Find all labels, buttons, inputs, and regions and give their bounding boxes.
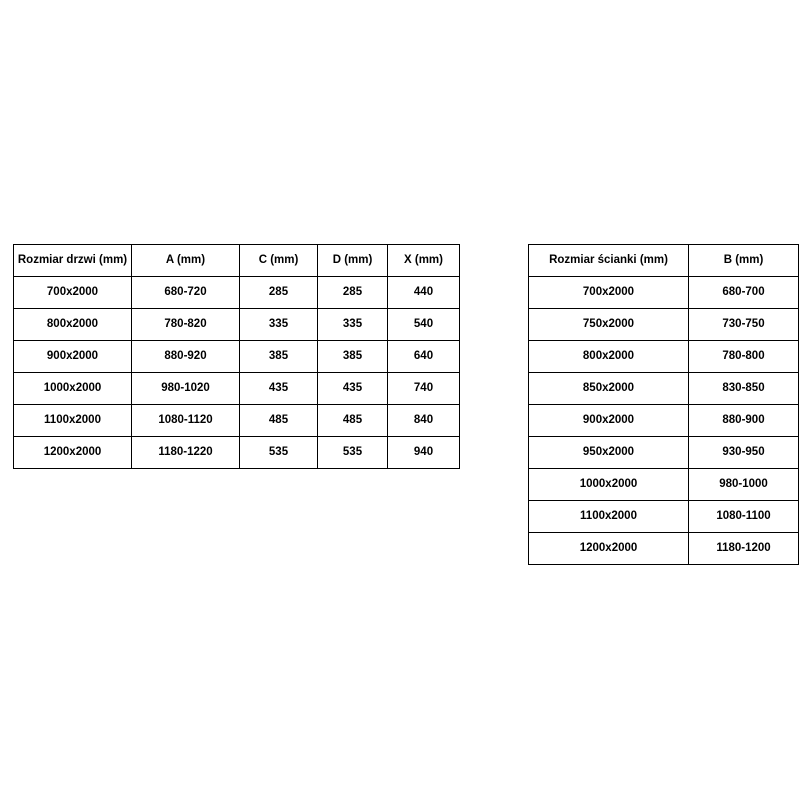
cell-x: 440 xyxy=(388,277,460,309)
cell-a: 780-820 xyxy=(132,309,240,341)
cell-d: 435 xyxy=(318,373,388,405)
cell-c: 535 xyxy=(240,437,318,469)
cell-door-size: 700x2000 xyxy=(14,277,132,309)
column-header-wall-size: Rozmiar ścianki (mm) xyxy=(529,245,689,277)
cell-wall-size: 800x2000 xyxy=(529,341,689,373)
cell-b: 1080-1100 xyxy=(689,501,799,533)
table-row xyxy=(529,277,799,309)
cell-wall-size: 1100x2000 xyxy=(529,501,689,533)
column-header-a: A (mm) xyxy=(132,245,240,277)
cell-wall-size: 1200x2000 xyxy=(529,533,689,565)
cell-b: 830-850 xyxy=(689,373,799,405)
cell-x: 740 xyxy=(388,373,460,405)
table-row xyxy=(14,341,460,373)
cell-d: 335 xyxy=(318,309,388,341)
cell-door-size: 1200x2000 xyxy=(14,437,132,469)
cell-b: 1180-1200 xyxy=(689,533,799,565)
table-row xyxy=(14,277,460,309)
cell-c: 485 xyxy=(240,405,318,437)
cell-x: 540 xyxy=(388,309,460,341)
cell-door-size: 900x2000 xyxy=(14,341,132,373)
column-header-x: X (mm) xyxy=(388,245,460,277)
column-header-b: B (mm) xyxy=(689,245,799,277)
cell-wall-size: 750x2000 xyxy=(529,309,689,341)
cell-a: 1080-1120 xyxy=(132,405,240,437)
cell-b: 780-800 xyxy=(689,341,799,373)
cell-d: 485 xyxy=(318,405,388,437)
table-header-row xyxy=(529,245,799,277)
cell-c: 435 xyxy=(240,373,318,405)
cell-wall-size: 850x2000 xyxy=(529,373,689,405)
table-row xyxy=(14,373,460,405)
table-row xyxy=(14,309,460,341)
cell-d: 285 xyxy=(318,277,388,309)
table-row xyxy=(529,501,799,533)
cell-x: 840 xyxy=(388,405,460,437)
column-header-door-size: Rozmiar drzwi (mm) xyxy=(14,245,132,277)
cell-door-size: 1000x2000 xyxy=(14,373,132,405)
cell-c: 385 xyxy=(240,341,318,373)
table-row xyxy=(529,437,799,469)
column-header-c: C (mm) xyxy=(240,245,318,277)
cell-door-size: 800x2000 xyxy=(14,309,132,341)
table-row xyxy=(14,437,460,469)
cell-c: 335 xyxy=(240,309,318,341)
table-row xyxy=(529,341,799,373)
cell-c: 285 xyxy=(240,277,318,309)
cell-a: 980-1020 xyxy=(132,373,240,405)
door-size-table xyxy=(13,244,460,469)
table-row xyxy=(529,309,799,341)
cell-a: 680-720 xyxy=(132,277,240,309)
cell-b: 680-700 xyxy=(689,277,799,309)
cell-a: 880-920 xyxy=(132,341,240,373)
wall-size-table xyxy=(528,244,799,565)
cell-b: 930-950 xyxy=(689,437,799,469)
cell-door-size: 1100x2000 xyxy=(14,405,132,437)
cell-wall-size: 1000x2000 xyxy=(529,469,689,501)
cell-d: 535 xyxy=(318,437,388,469)
table-row xyxy=(529,373,799,405)
cell-x: 640 xyxy=(388,341,460,373)
cell-wall-size: 900x2000 xyxy=(529,405,689,437)
cell-b: 880-900 xyxy=(689,405,799,437)
column-header-d: D (mm) xyxy=(318,245,388,277)
table-row xyxy=(529,405,799,437)
cell-wall-size: 950x2000 xyxy=(529,437,689,469)
table-row xyxy=(529,469,799,501)
cell-b: 730-750 xyxy=(689,309,799,341)
table-header-row xyxy=(14,245,460,277)
cell-b: 980-1000 xyxy=(689,469,799,501)
cell-wall-size: 700x2000 xyxy=(529,277,689,309)
cell-d: 385 xyxy=(318,341,388,373)
cell-a: 1180-1220 xyxy=(132,437,240,469)
table-row xyxy=(14,405,460,437)
table-row xyxy=(529,533,799,565)
cell-x: 940 xyxy=(388,437,460,469)
